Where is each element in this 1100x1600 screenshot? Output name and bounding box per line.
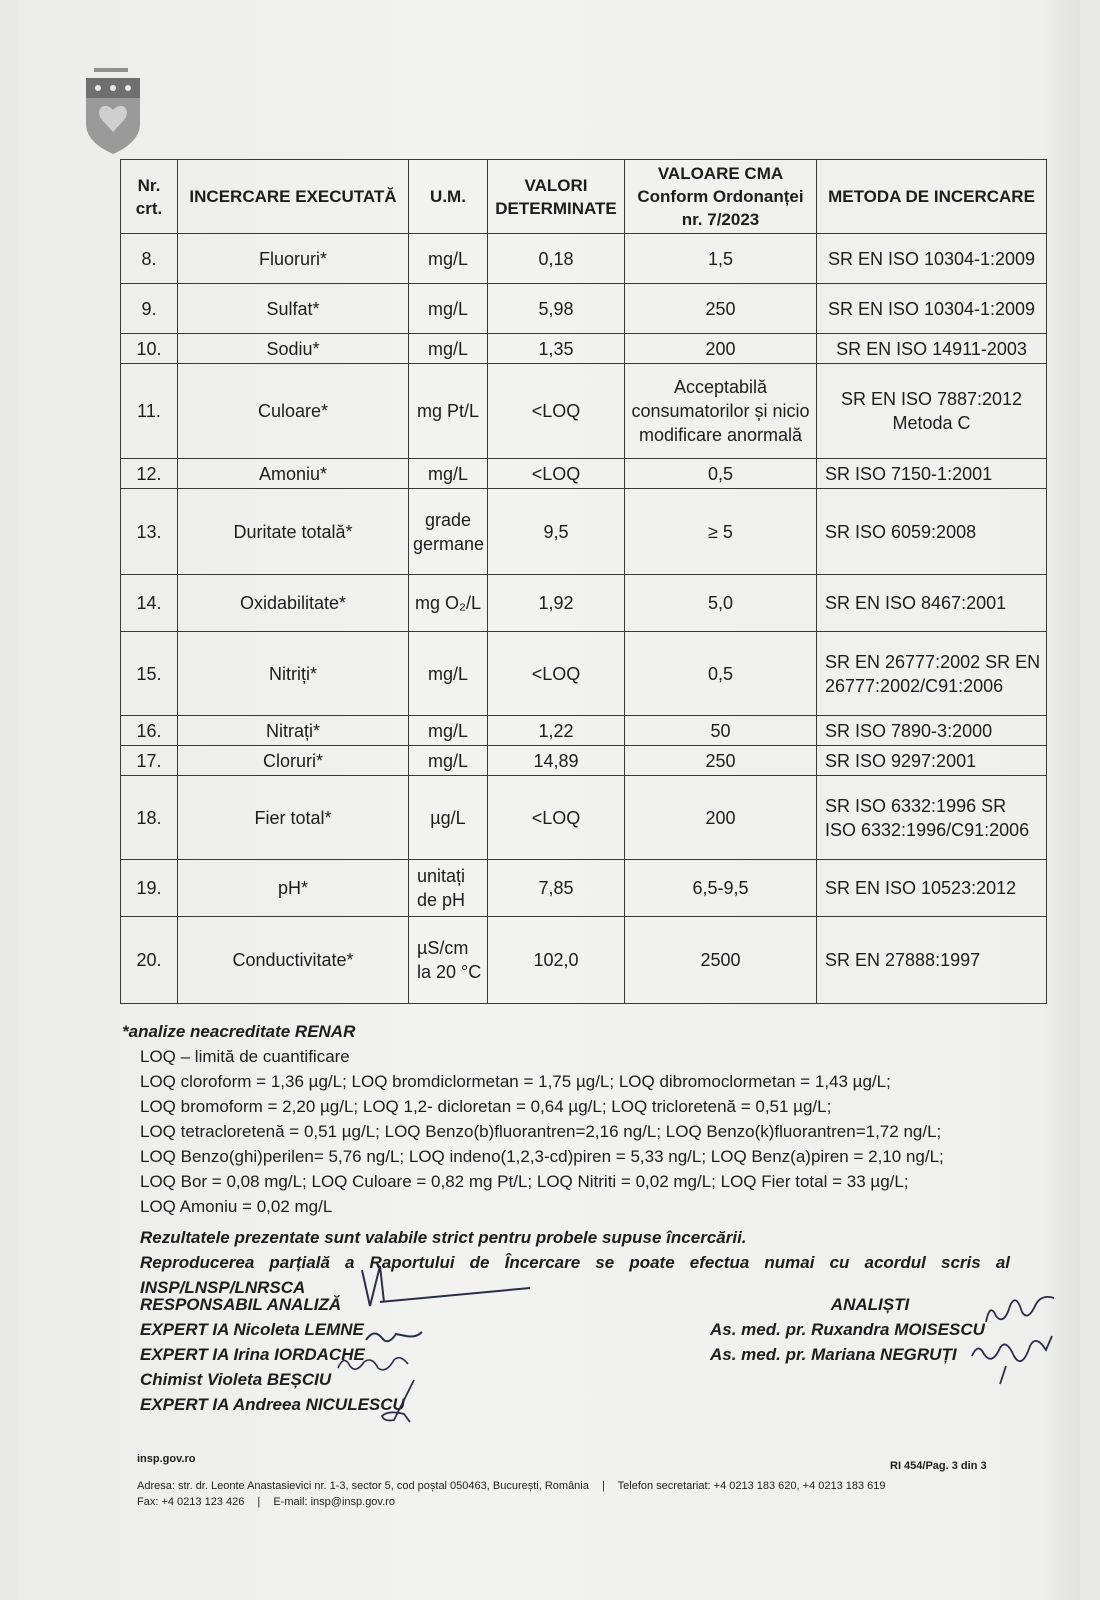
row-number: 11.: [121, 364, 178, 459]
test-name: Culoare*: [178, 364, 409, 459]
responsible-name: Chimist Violeta BEȘCIU: [140, 1370, 332, 1389]
test-method: SR ISO 6332:1996 SR ISO 6332:1996/C91:2006: [817, 776, 1047, 860]
loq-definition: LOQ – limită de cuantificare: [140, 1047, 350, 1066]
unit: grade germane: [409, 489, 488, 575]
test-name: Sulfat*: [178, 284, 409, 334]
cma-value: 0,5: [625, 632, 817, 716]
test-name: Sodiu*: [178, 334, 409, 364]
test-name: Fluoruri*: [178, 234, 409, 284]
table-header-row: [121, 160, 1047, 234]
cma-value: 50: [625, 716, 817, 746]
determined-value: 14,89: [488, 746, 625, 776]
unit: mg/L: [409, 284, 488, 334]
table-row: [121, 632, 1047, 716]
table-row: [121, 917, 1047, 1004]
test-method: SR EN ISO 10523:2012: [817, 860, 1047, 917]
unit: µg/L: [409, 776, 488, 860]
row-number: 10.: [121, 334, 178, 364]
test-name: Fier total*: [178, 776, 409, 860]
row-number: 14.: [121, 575, 178, 632]
loq-line: LOQ Amoniu = 0,02 mg/L: [140, 1197, 333, 1216]
col-header-cma: VALOARE CMA Conform Ordonanței nr. 7/2023: [625, 160, 817, 234]
test-name: Oxidabilitate*: [178, 575, 409, 632]
footer-contact: [137, 1478, 886, 1510]
row-number: 17.: [121, 746, 178, 776]
loq-line: LOQ cloroform = 1,36 µg/L; LOQ bromdiclormetan = 1,75 µg/L; LOQ dibromoclormetan = 1,43 µg/L;: [140, 1072, 891, 1091]
test-method: SR EN ISO 14911-2003: [817, 334, 1047, 364]
determined-value: 1,22: [488, 716, 625, 746]
unit: µS/cm la 20 °C: [409, 917, 488, 1004]
test-method: SR EN ISO 10304-1:2009: [817, 234, 1047, 284]
analyst-name: As. med. pr. Mariana NEGRUȚI: [710, 1345, 957, 1364]
institution-logo: [82, 68, 144, 154]
determined-value: 1,35: [488, 334, 625, 364]
table-row: [121, 234, 1047, 284]
footer-phone: Telefon secretariat: +4 0213 183 620, +4 0213 183 619: [617, 1480, 886, 1492]
unit: mg/L: [409, 234, 488, 284]
footer-fax: Fax: +4 0213 123 426: [137, 1496, 245, 1508]
row-number: 19.: [121, 860, 178, 917]
test-method: SR ISO 7890-3:2000: [817, 716, 1047, 746]
test-name: Amoniu*: [178, 459, 409, 489]
responsible-name: EXPERT IA Andreea NICULESCU: [140, 1395, 405, 1414]
determined-value: 1,92: [488, 575, 625, 632]
row-number: 20.: [121, 917, 178, 1004]
cma-value: 5,0: [625, 575, 817, 632]
row-number: 8.: [121, 234, 178, 284]
footer-page-number: RI 454/Pag. 3 din 3: [890, 1460, 987, 1472]
table-row: [121, 776, 1047, 860]
cma-value: 0,5: [625, 459, 817, 489]
footer-email: E-mail: insp@insp.gov.ro: [273, 1496, 395, 1508]
test-name: Conductivitate*: [178, 917, 409, 1004]
unit: mg/L: [409, 746, 488, 776]
table-row: [121, 489, 1047, 575]
cma-value: 250: [625, 284, 817, 334]
determined-value: <LOQ: [488, 632, 625, 716]
col-header-values: VALORI DETERMINATE: [488, 160, 625, 234]
analyst-name: As. med. pr. Ruxandra MOISESCU: [710, 1320, 985, 1339]
footer-address: Adresa: str. dr. Leonte Anastasievici nr. 1-3, sector 5, cod poștal 050463, București, România: [137, 1480, 589, 1492]
determined-value: 0,18: [488, 234, 625, 284]
row-number: 13.: [121, 489, 178, 575]
cma-value: ≥ 5: [625, 489, 817, 575]
unit: mg/L: [409, 459, 488, 489]
notes-block: [122, 1019, 1040, 1300]
test-results-table: [120, 159, 1047, 1004]
validity-note: Rezultatele prezentate sunt valabile strict pentru probele supuse încercării.: [140, 1228, 747, 1247]
col-header-test: INCERCARE EXECUTATĂ: [178, 160, 409, 234]
row-number: 12.: [121, 459, 178, 489]
responsible-name: EXPERT IA Nicoleta LEMNE: [140, 1320, 364, 1339]
test-name: Nitriți*: [178, 632, 409, 716]
analysts-title: ANALIȘTI: [830, 1295, 910, 1314]
table-row: [121, 860, 1047, 917]
test-name: pH*: [178, 860, 409, 917]
cma-value: 250: [625, 746, 817, 776]
table-row: [121, 459, 1047, 489]
unit: mg Pt/L: [409, 364, 488, 459]
cma-value: 6,5-9,5: [625, 860, 817, 917]
unit: unitați de pH: [409, 860, 488, 917]
loq-line: LOQ bromoform = 2,20 µg/L; LOQ 1,2- dicloretan = 0,64 µg/L; LOQ tricloretenă = 0,51 µg/L;: [140, 1097, 832, 1116]
test-name: Nitrați*: [178, 716, 409, 746]
unit: mg O₂/L: [409, 575, 488, 632]
footer-separator: |: [601, 1480, 605, 1492]
test-method: SR ISO 9297:2001: [817, 746, 1047, 776]
table-row: [121, 716, 1047, 746]
test-method: SR EN 26777:2002 SR EN 26777:2002/C91:2006: [817, 632, 1047, 716]
determined-value: <LOQ: [488, 364, 625, 459]
cma-value: 2500: [625, 917, 817, 1004]
test-name: Duritate totală*: [178, 489, 409, 575]
cma-value: Acceptabilă consumatorilor și nicio modificare anormală: [625, 364, 817, 459]
determined-value: <LOQ: [488, 459, 625, 489]
responsible-block: [140, 1292, 560, 1417]
non-accredited-note: *analize neacreditate RENAR: [122, 1022, 356, 1041]
footer-separator: |: [257, 1496, 261, 1508]
determined-value: 7,85: [488, 860, 625, 917]
test-method: SR ISO 6059:2008: [817, 489, 1047, 575]
col-header-um: U.M.: [409, 160, 488, 234]
test-method: SR EN ISO 7887:2012 Metoda C: [817, 364, 1047, 459]
test-name: Cloruri*: [178, 746, 409, 776]
col-header-method: METODA DE INCERCARE: [817, 160, 1047, 234]
table-row: [121, 364, 1047, 459]
loq-line: LOQ Benzo(ghi)perilen= 5,76 ng/L; LOQ indeno(1,2,3-cd)piren = 5,33 ng/L; LOQ Benz(a)piren = 2,10 ng/L;: [140, 1147, 944, 1166]
row-number: 18.: [121, 776, 178, 860]
loq-line: LOQ Bor = 0,08 mg/L; LOQ Culoare = 0,82 mg Pt/L; LOQ Nitriti = 0,02 mg/L; LOQ Fier total = 33 µg/L;: [140, 1172, 909, 1191]
table-row: [121, 284, 1047, 334]
unit: mg/L: [409, 334, 488, 364]
test-method: SR EN 27888:1997: [817, 917, 1047, 1004]
test-method: SR EN ISO 10304-1:2009: [817, 284, 1047, 334]
test-method: SR EN ISO 8467:2001: [817, 575, 1047, 632]
determined-value: 102,0: [488, 917, 625, 1004]
determined-value: 5,98: [488, 284, 625, 334]
table-row: [121, 575, 1047, 632]
reproduction-note: Reproducerea parțială a Raportului de Încercare se poate efectua numai cu acordul scris al INSP/LNSP/LNRSCA: [140, 1253, 1010, 1297]
unit: mg/L: [409, 716, 488, 746]
determined-value: 9,5: [488, 489, 625, 575]
table-row: [121, 746, 1047, 776]
analysts-block: [710, 1292, 1070, 1367]
row-number: 15.: [121, 632, 178, 716]
responsible-name: EXPERT IA Irina IORDACHE: [140, 1345, 365, 1364]
cma-value: 1,5: [625, 234, 817, 284]
test-method: SR ISO 7150-1:2001: [817, 459, 1047, 489]
cma-value: 200: [625, 776, 817, 860]
responsible-title: RESPONSABIL ANALIZĂ: [140, 1295, 342, 1314]
footer-website: insp.gov.ro: [137, 1453, 196, 1465]
col-header-nr: Nr. crt.: [121, 160, 178, 234]
loq-line: LOQ tetracloretenă = 0,51 µg/L; LOQ Benzo(b)fluorantren=2,16 ng/L; LOQ Benzo(k)fluorantren=1,72 ng/L;: [140, 1122, 942, 1141]
cma-value: 200: [625, 334, 817, 364]
row-number: 16.: [121, 716, 178, 746]
unit: mg/L: [409, 632, 488, 716]
table-row: [121, 334, 1047, 364]
row-number: 9.: [121, 284, 178, 334]
determined-value: <LOQ: [488, 776, 625, 860]
